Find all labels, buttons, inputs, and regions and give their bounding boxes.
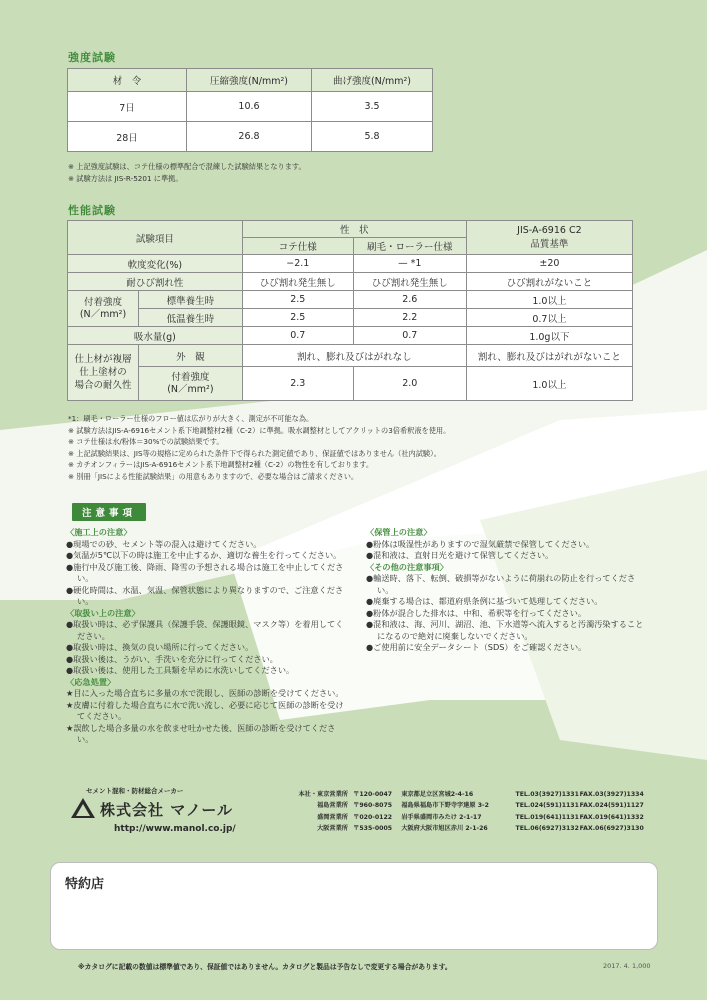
group-unit: (N／mm²)	[79, 308, 127, 320]
office-zip: 〒960-8075	[353, 802, 393, 810]
caution-banner: 注意事項	[72, 503, 146, 521]
table-row	[68, 327, 633, 345]
row-label: 耐ひび割れ性	[68, 273, 243, 291]
header-standard-line1: JIS-A-6916 C2	[517, 225, 582, 236]
office-address: 岩手県盛岡市みたけ 2-1-17	[401, 813, 482, 821]
office-row	[288, 823, 644, 834]
header-standard	[466, 221, 632, 255]
standard-cell: 割れ、膨れ及びはがれがないこと	[466, 345, 632, 367]
office-name: 大阪営業所	[317, 824, 348, 832]
age-cell: 28日	[68, 122, 187, 152]
table-row	[68, 255, 633, 273]
office-zip: 〒535-0005	[353, 824, 393, 832]
construction-heading: 〈施工上の注意〉	[66, 527, 132, 537]
header-compressive: 圧縮強度(N/mm²)	[187, 69, 312, 92]
list-item: ●現場での砂、セメント等の混入は避けてください。	[66, 538, 262, 549]
note-line: ※ コテ仕様は水/粉体＝30%での試験結果です。	[68, 437, 224, 447]
roller-cell: — *1	[353, 255, 466, 273]
office-address: 福島県福島市下野寺字達原 3-2	[401, 802, 489, 810]
durability-group-label	[68, 345, 139, 401]
office-zip: 〒120-0047	[353, 791, 393, 798]
office-fax: FAX.03(3927)1334	[579, 791, 644, 798]
group-line: 場合の耐久性	[74, 380, 132, 391]
row-label: 吸水量(g)	[68, 327, 243, 345]
dealer-label: 特約店	[65, 877, 105, 892]
list-item: ●取扱い時は、換気の良い場所に行ってください。	[66, 642, 254, 652]
office-row	[288, 789, 644, 800]
note-line: ※ カチオンフィラーはJIS-A-6916セメント系下地調整材2種（C-2）の物性を有しております。	[68, 460, 374, 470]
row-label: 軟度変化(%)	[68, 255, 243, 273]
storage-heading: 〈保管上の注意〉	[366, 527, 432, 537]
age-cell: 7日	[68, 92, 187, 122]
list-item: ●廃棄する場合は、都道府県条例に基づいて処理してください。	[366, 596, 603, 606]
standard-cell: ひび割れがないこと	[466, 273, 632, 291]
performance-table	[67, 220, 633, 401]
bending-cell: 3.5	[312, 92, 433, 122]
trowel-cell: 2.5	[242, 309, 353, 327]
roller-cell: 0.7	[353, 327, 466, 345]
roller-cell: 2.2	[353, 309, 466, 327]
office-tel: TEL.019(641)1131	[515, 813, 579, 821]
note-line: ※ 上記試験結果は、JIS等の規格に定められた条件下で得られた測定値であり、保証値ではありません（社内試験）。	[68, 448, 441, 458]
list-item: ●粉体は吸湿性がありますので湿気厳禁で保管してください。	[366, 538, 595, 549]
standard-cell: 0.7以上	[466, 309, 632, 327]
caution-left-column	[66, 527, 348, 746]
company-url[interactable]: http://www.manol.co.jp/	[114, 824, 236, 834]
compressive-cell: 10.6	[187, 92, 312, 122]
group-line: 仕上塗材の	[79, 367, 127, 378]
office-tel: TEL.024(591)1131	[515, 802, 579, 810]
office-name: 盛岡営業所	[317, 813, 348, 821]
list-item: ●輸送時、落下、転倒、破損等がないように荷崩れの防止を行ってください。	[366, 573, 636, 595]
sub-label: 標準養生時	[139, 291, 243, 309]
bending-cell: 5.8	[312, 122, 433, 152]
list-item: ●取扱い後は、うがい、手洗いを充分に行ってください。	[66, 653, 278, 664]
standard-cell: 1.0以上	[466, 291, 632, 309]
header-property: 性 状	[242, 221, 466, 238]
table-row	[68, 309, 633, 327]
compressive-cell: 26.8	[187, 122, 312, 152]
note-line: *1：刷毛・ローラー仕様のフロー値は広がりが大きく、測定が不可能な為。	[68, 414, 314, 423]
performance-title: 性能試験	[68, 204, 116, 217]
footer-date: 2017. 4. 1,000	[603, 962, 651, 970]
note-line: ※ 試験方法はJIS-A-6916セメント系下地調整材2種（C-2）に準拠。吸水調整材としてアクリットの3倍希釈液を使用。	[68, 425, 451, 435]
trowel-cell: −2.1	[242, 255, 353, 273]
performance-notes	[68, 413, 450, 483]
office-fax: FAX.06(6927)3130	[579, 824, 644, 832]
office-fax: FAX.019(641)1332	[579, 813, 644, 821]
table-row	[68, 273, 633, 291]
note-line: ※ 試験方法は JIS-R-5201 に準拠。	[68, 173, 183, 183]
note-line: ※ 上記強度試験は、コテ仕様の標準配合で混練した試験結果となります。	[68, 162, 306, 171]
sub-label: 外 観	[139, 345, 243, 367]
standard-cell: ±20	[466, 255, 632, 273]
office-row	[288, 812, 644, 823]
table-row	[68, 367, 633, 401]
roller-cell: ひび割れ発生無し	[353, 273, 466, 291]
office-address: 大阪府大阪市旭区赤川 2-1-26	[401, 824, 488, 832]
office-tel: TEL.03(3927)1331	[515, 791, 579, 798]
table-row	[68, 122, 433, 152]
strength-table	[67, 68, 433, 152]
list-item: ●気温が5℃以下の時は施工を中止するか、適切な養生を行ってください。	[66, 550, 342, 560]
company-name: 株式会社 マノール	[100, 801, 234, 819]
strength-notes	[68, 161, 306, 184]
header-roller: 刷毛・ローラー仕様	[353, 238, 466, 255]
handling-heading: 〈取扱い上の注意〉	[66, 607, 140, 618]
trowel-cell: 2.5	[242, 291, 353, 309]
office-fax: FAX.024(591)1127	[579, 802, 644, 810]
company-tagline: セメント混和・防材総合メーカー	[86, 787, 184, 795]
sub-label	[139, 367, 243, 401]
caution-right-column	[366, 527, 648, 654]
office-zip: 〒020-0122	[353, 813, 393, 821]
office-list	[288, 789, 644, 834]
company-logo-icon	[70, 797, 96, 819]
list-item: ★誤飲した場合多量の水を飲ませ吐かせた後、医師の診断を受けてください。	[66, 722, 336, 744]
trowel-cell: ひび割れ発生無し	[242, 273, 353, 291]
group-line: 付着強度	[83, 296, 122, 308]
table-row	[68, 345, 633, 367]
office-address: 東京都足立区宮城2-4-16	[401, 791, 474, 798]
table-row	[68, 92, 433, 122]
standard-cell: 1.0g以下	[466, 327, 632, 345]
sub-label: 低温養生時	[139, 309, 243, 327]
trowel-cell: 0.7	[242, 327, 353, 345]
header-item: 試験項目	[68, 221, 243, 255]
list-item: ●硬化時間は、水温、気温、保管状態により異なりますので、ご注意ください。	[66, 584, 344, 606]
header-standard-line2: 品質基準	[530, 239, 569, 250]
list-item: ●ご使用前に安全データシート（SDS）をご確認ください。	[366, 642, 587, 652]
note-line: ※ 別冊「JISによる性能試験結果」の用意もありますので、必要な場合はご請求ください。	[68, 471, 359, 481]
list-item: ★皮膚に付着した場合直ちに水で洗い流し、必要に応じて医師の診断を受けてください。	[66, 699, 344, 721]
list-item: ●混和液は、海、河川、湖沼、池、下水道等へ流入すると汚濁汚染することになるので絶対に廃棄しないでください。	[366, 619, 644, 641]
combined-cell: 割れ、膨れ及びはがれなし	[242, 345, 466, 367]
list-item: ●取扱い後は、使用した工具類を早めに水洗いしてください。	[66, 665, 295, 675]
list-item: ●粉体が混合した排水は、中和、希釈等を行ってください。	[366, 607, 587, 618]
standard-cell: 1.0以上	[466, 367, 632, 401]
sub-unit: (N／mm²)	[167, 383, 214, 395]
office-name: 福島営業所	[317, 802, 348, 810]
office-row	[288, 800, 644, 811]
other-heading: 〈その他の注意事項〉	[366, 561, 448, 572]
adhesion-group-label	[68, 291, 139, 327]
office-tel: TEL.06(6927)3132	[515, 824, 579, 832]
sub-line: 付着強度	[171, 371, 210, 383]
dealer-box	[50, 862, 658, 950]
strength-title: 強度試験	[68, 51, 116, 64]
office-name: 本社・東京営業所	[298, 791, 348, 798]
list-item: ★目に入った場合直ちに多量の水で洗眼し、医師の診断を受けてください。	[66, 688, 344, 698]
table-row	[68, 291, 633, 309]
emergency-heading: 〈応急処置〉	[66, 676, 116, 687]
list-item: ●混和液は、直射日光を避けて保管してください。	[366, 550, 554, 560]
header-bending: 曲げ強度(N/mm²)	[312, 69, 433, 92]
roller-cell: 2.6	[353, 291, 466, 309]
header-age: 材 令	[68, 69, 187, 92]
group-line: 仕上材が複層	[74, 354, 132, 365]
trowel-cell: 2.3	[242, 367, 353, 401]
footer-note: ※カタログに記載の数値は標準値であり、保証値ではありません。カタログと製品は予告なしで変更する場合があります。	[78, 963, 452, 971]
roller-cell: 2.0	[353, 367, 466, 401]
header-trowel: コテ仕様	[242, 238, 353, 255]
list-item: ●施行中及び施工後、降雨、降雪の予想される場合は施工を中止してください。	[66, 561, 344, 583]
list-item: ●取扱い時は、必ず保護具（保護手袋、保護眼鏡、マスク等）を着用してください。	[66, 619, 344, 641]
